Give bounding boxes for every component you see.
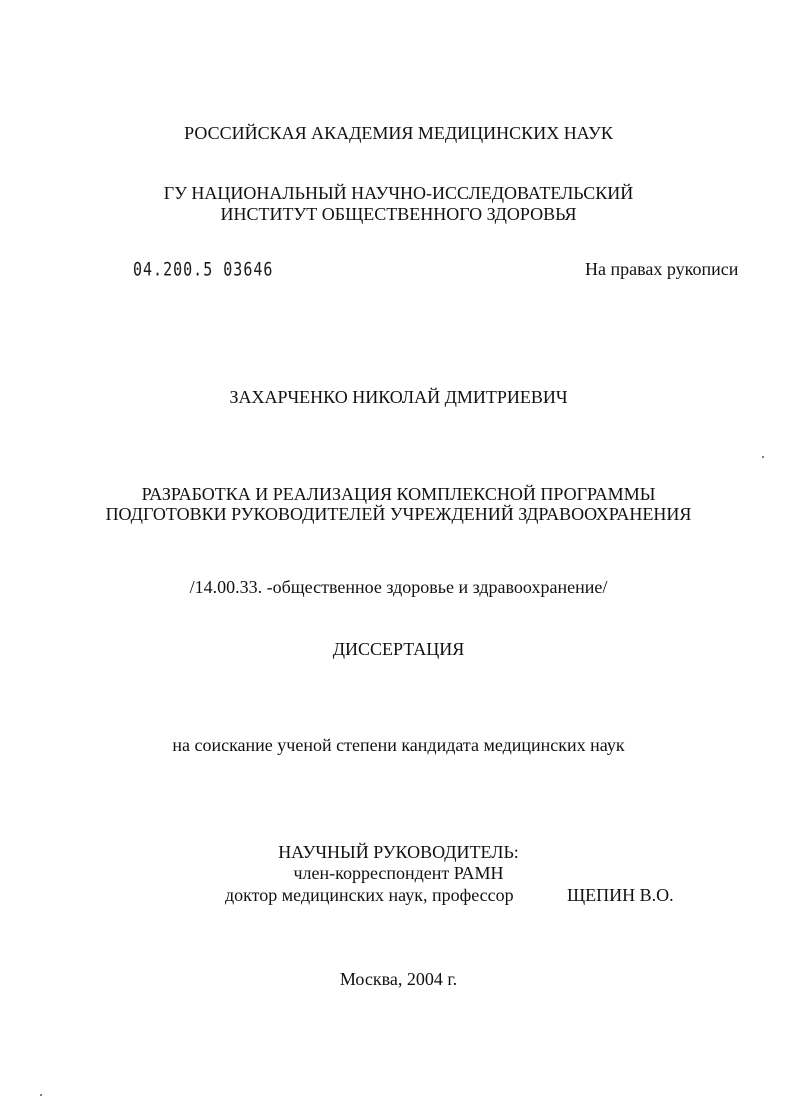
dissertation-title-line1: РАЗРАБОТКА И РЕАЛИЗАЦИЯ КОМПЛЕКСНОЙ ПРОГРАММЫ (141, 484, 656, 504)
institute-name-line1: ГУ НАЦИОНАЛЬНЫЙ НАУЧНО-ИССЛЕДОВАТЕЛЬСКИЙ (163, 183, 634, 203)
author-name: ЗАХАРЧЕНКО НИКОЛАЙ ДМИТРИЕВИЧ (229, 387, 568, 407)
institute-name-line2: ИНСТИТУТ ОБЩЕСТВЕННОГО ЗДОРОВЬЯ (220, 204, 577, 224)
place-and-year: Москва, 2004 г. (339, 969, 458, 989)
scan-speck (40, 1094, 42, 1096)
supervisor-degree-title: доктор медицинских наук, профессор (225, 885, 514, 905)
dissertation-title-line2: ПОДГОТОВКИ РУКОВОДИТЕЛЕЙ УЧРЕЖДЕНИЙ ЗДРАВООХРАНЕНИЯ (105, 504, 692, 524)
archive-stamp-number: 04.200.5 03646 (133, 258, 274, 281)
degree-statement: на соискание ученой степени кандидата медицинских наук (172, 735, 625, 755)
document-type: ДИССЕРТАЦИЯ (332, 639, 465, 659)
supervisor-heading: НАУЧНЫЙ РУКОВОДИТЕЛЬ: (278, 842, 519, 862)
supervisor-name: ЩЕПИН В.О. (567, 885, 674, 905)
supervisor-rank: член-корреспондент РАМН (293, 863, 504, 883)
academy-name: РОССИЙСКАЯ АКАДЕМИЯ МЕДИЦИНСКИХ НАУК (184, 123, 613, 143)
manuscript-rights-note: На правах рукописи (585, 259, 739, 279)
specialty-code: /14.00.33. -общественное здоровье и здравоохранение/ (189, 577, 608, 597)
scan-speck (762, 456, 764, 458)
